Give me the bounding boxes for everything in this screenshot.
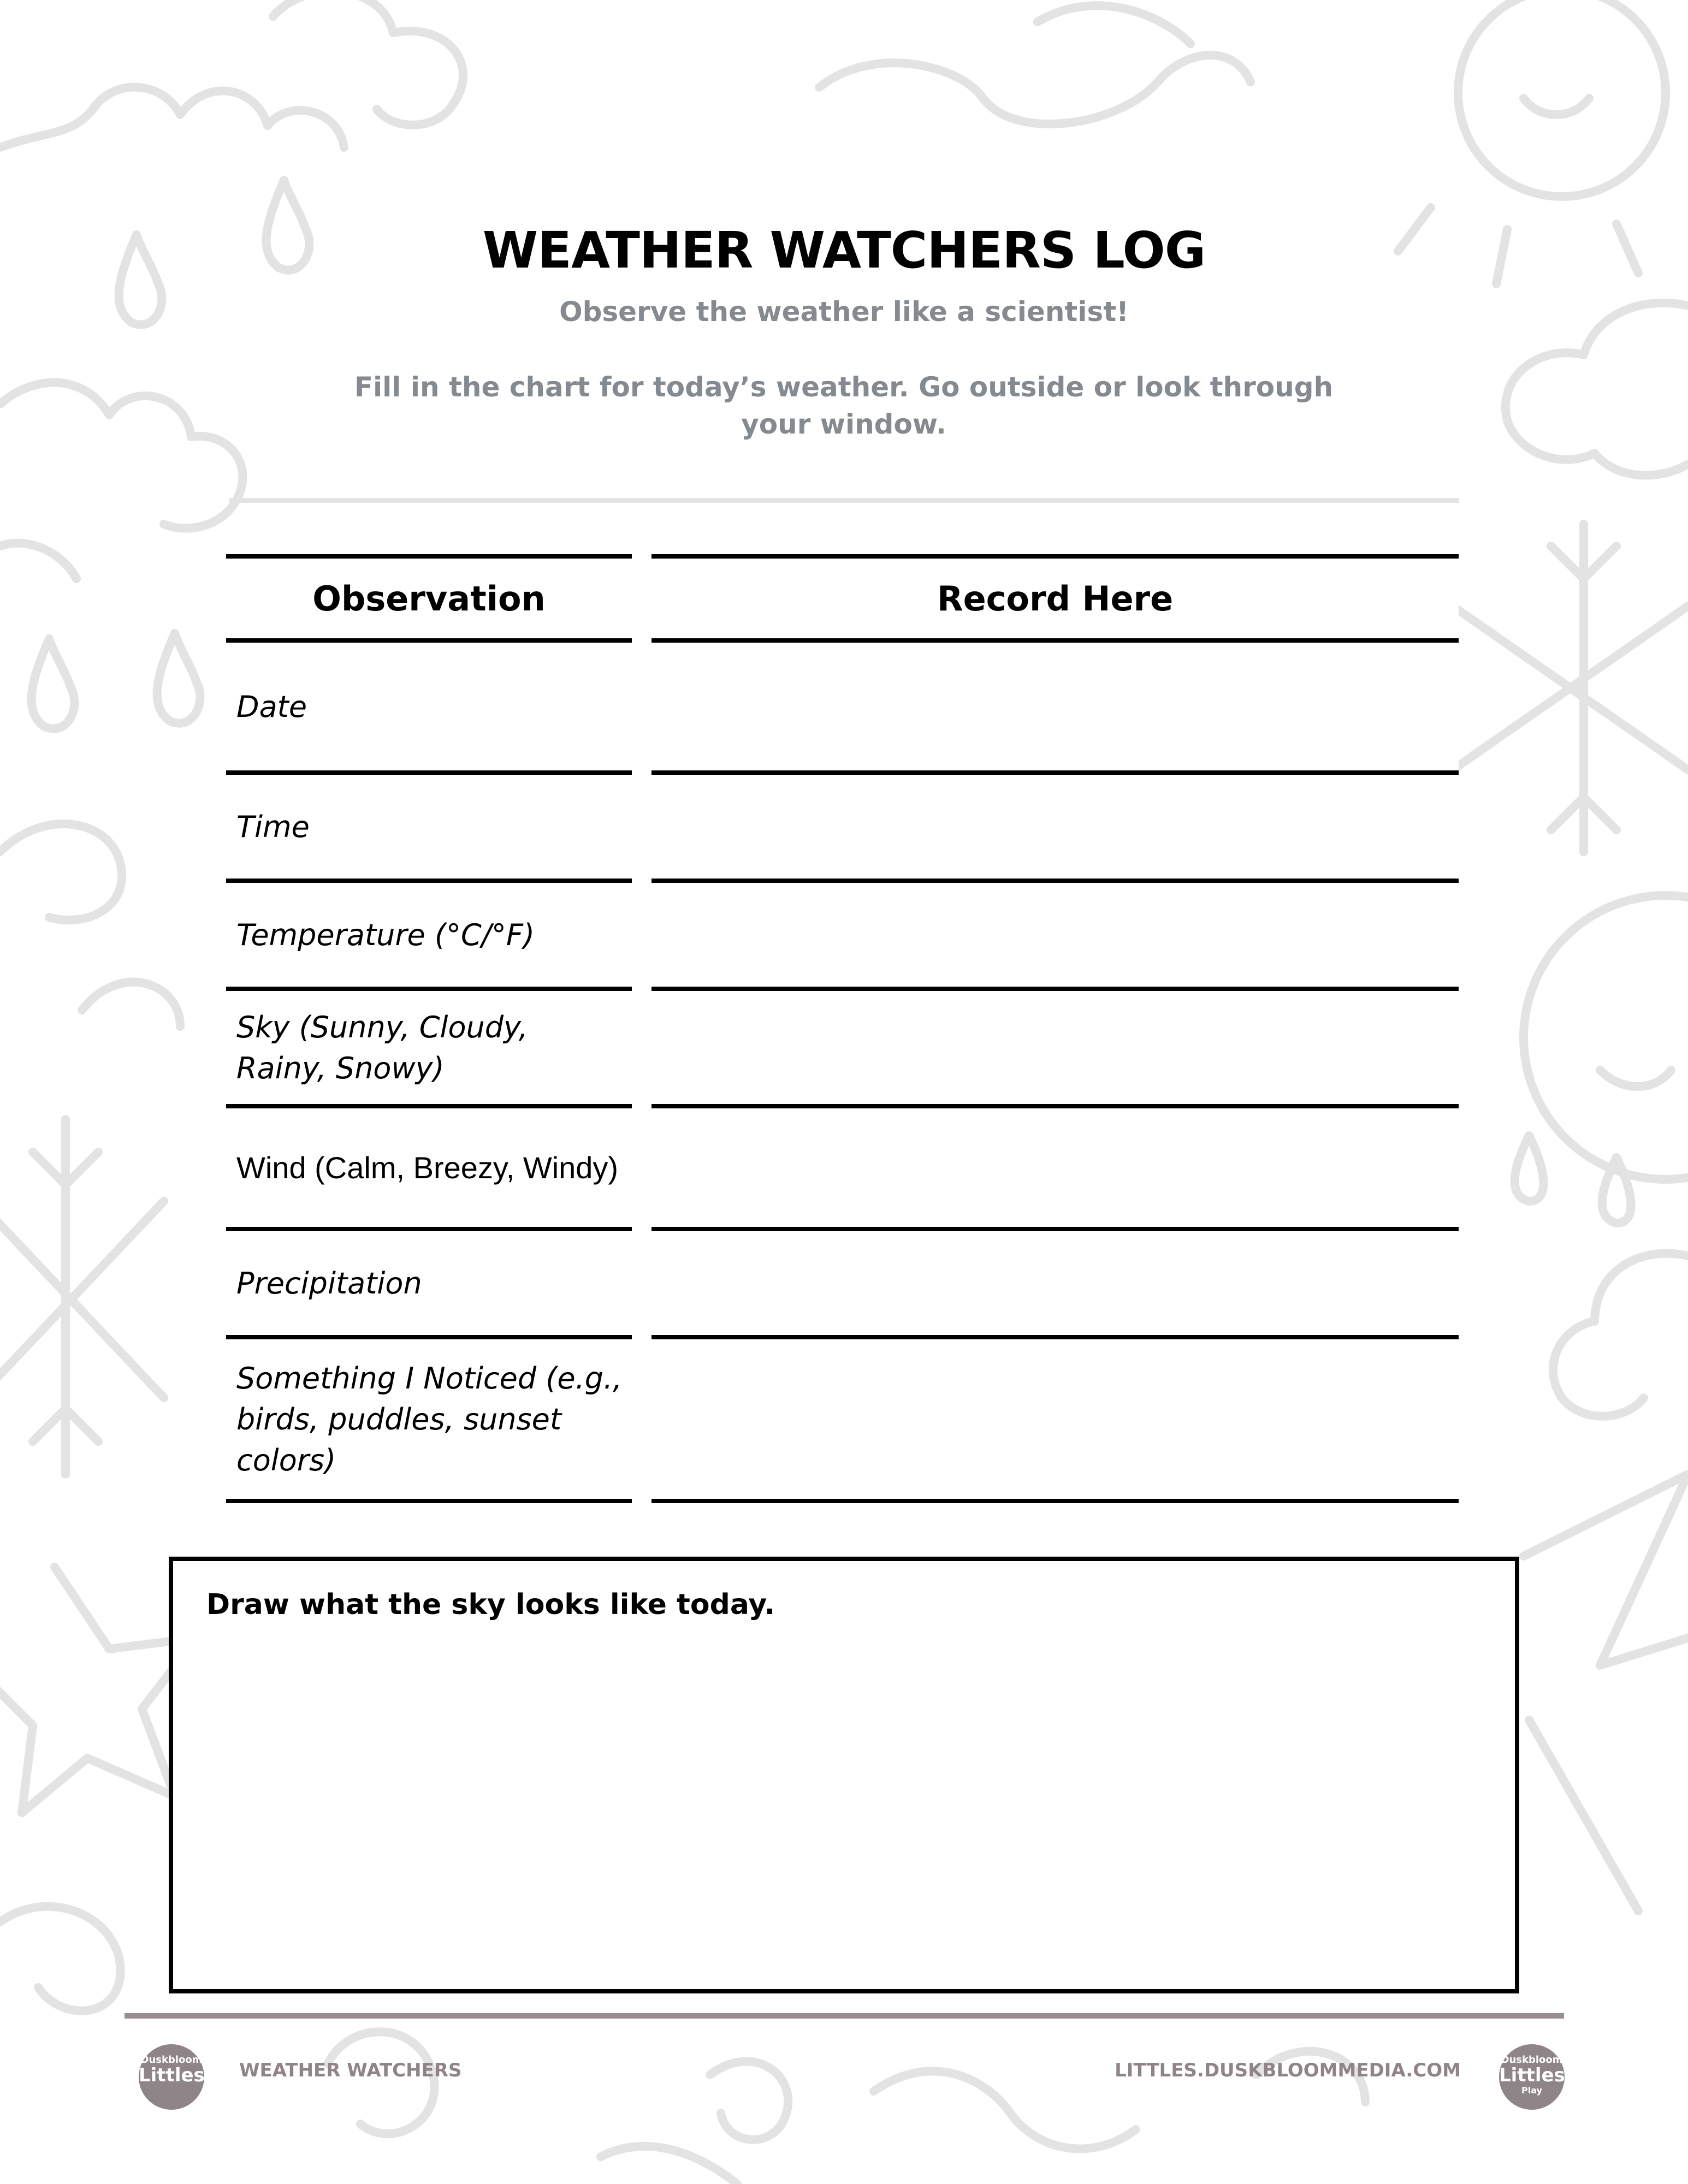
record-field-time[interactable]	[651, 775, 1459, 883]
duskbloom-littles-logo: Duskbloom Littles	[139, 2044, 204, 2110]
duskbloom-littles-play-logo: Duskbloom Littles Play	[1499, 2044, 1565, 2110]
drawing-prompt: Draw what the sky looks like today.	[206, 1588, 775, 1621]
record-field-wind[interactable]	[651, 1108, 1459, 1231]
footer-website-link[interactable]: LITTLES.DUSKBLOOMMEDIA.COM	[1115, 2060, 1461, 2081]
observation-label-time: Time	[226, 775, 632, 883]
observation-label-noticed: Something I Noticed (e.g., birds, puddles, sunset colors)	[226, 1339, 632, 1503]
observation-label-temperature: Temperature (°C/°F)	[226, 883, 632, 991]
observation-label-sky: Sky (Sunny, Cloudy, Rainy, Snowy)	[226, 991, 632, 1108]
footer-divider	[125, 2013, 1564, 2019]
record-field-precipitation[interactable]	[651, 1231, 1459, 1339]
page-title: WEATHER WATCHERS LOG	[482, 221, 1206, 280]
observation-label-wind: Wind (Calm, Breezy, Windy)	[226, 1108, 632, 1231]
observation-label-date: Date	[226, 643, 632, 775]
column-header-observation: Observation	[226, 554, 632, 643]
sky-drawing-area[interactable]	[169, 1557, 1519, 1993]
record-field-sky[interactable]	[651, 991, 1459, 1108]
record-field-temperature[interactable]	[651, 883, 1459, 991]
record-field-date[interactable]	[651, 643, 1459, 775]
column-header-record: Record Here	[651, 554, 1459, 643]
divider	[229, 498, 1459, 503]
footer-series-title: WEATHER WATCHERS	[239, 2060, 462, 2081]
instructions: Fill in the chart for today’s weather. Go outside or look through your window.	[354, 371, 1334, 440]
record-field-noticed[interactable]	[651, 1339, 1459, 1503]
page-subtitle: Observe the weather like a scientist!	[559, 296, 1129, 328]
observation-label-precipitation: Precipitation	[226, 1231, 632, 1339]
